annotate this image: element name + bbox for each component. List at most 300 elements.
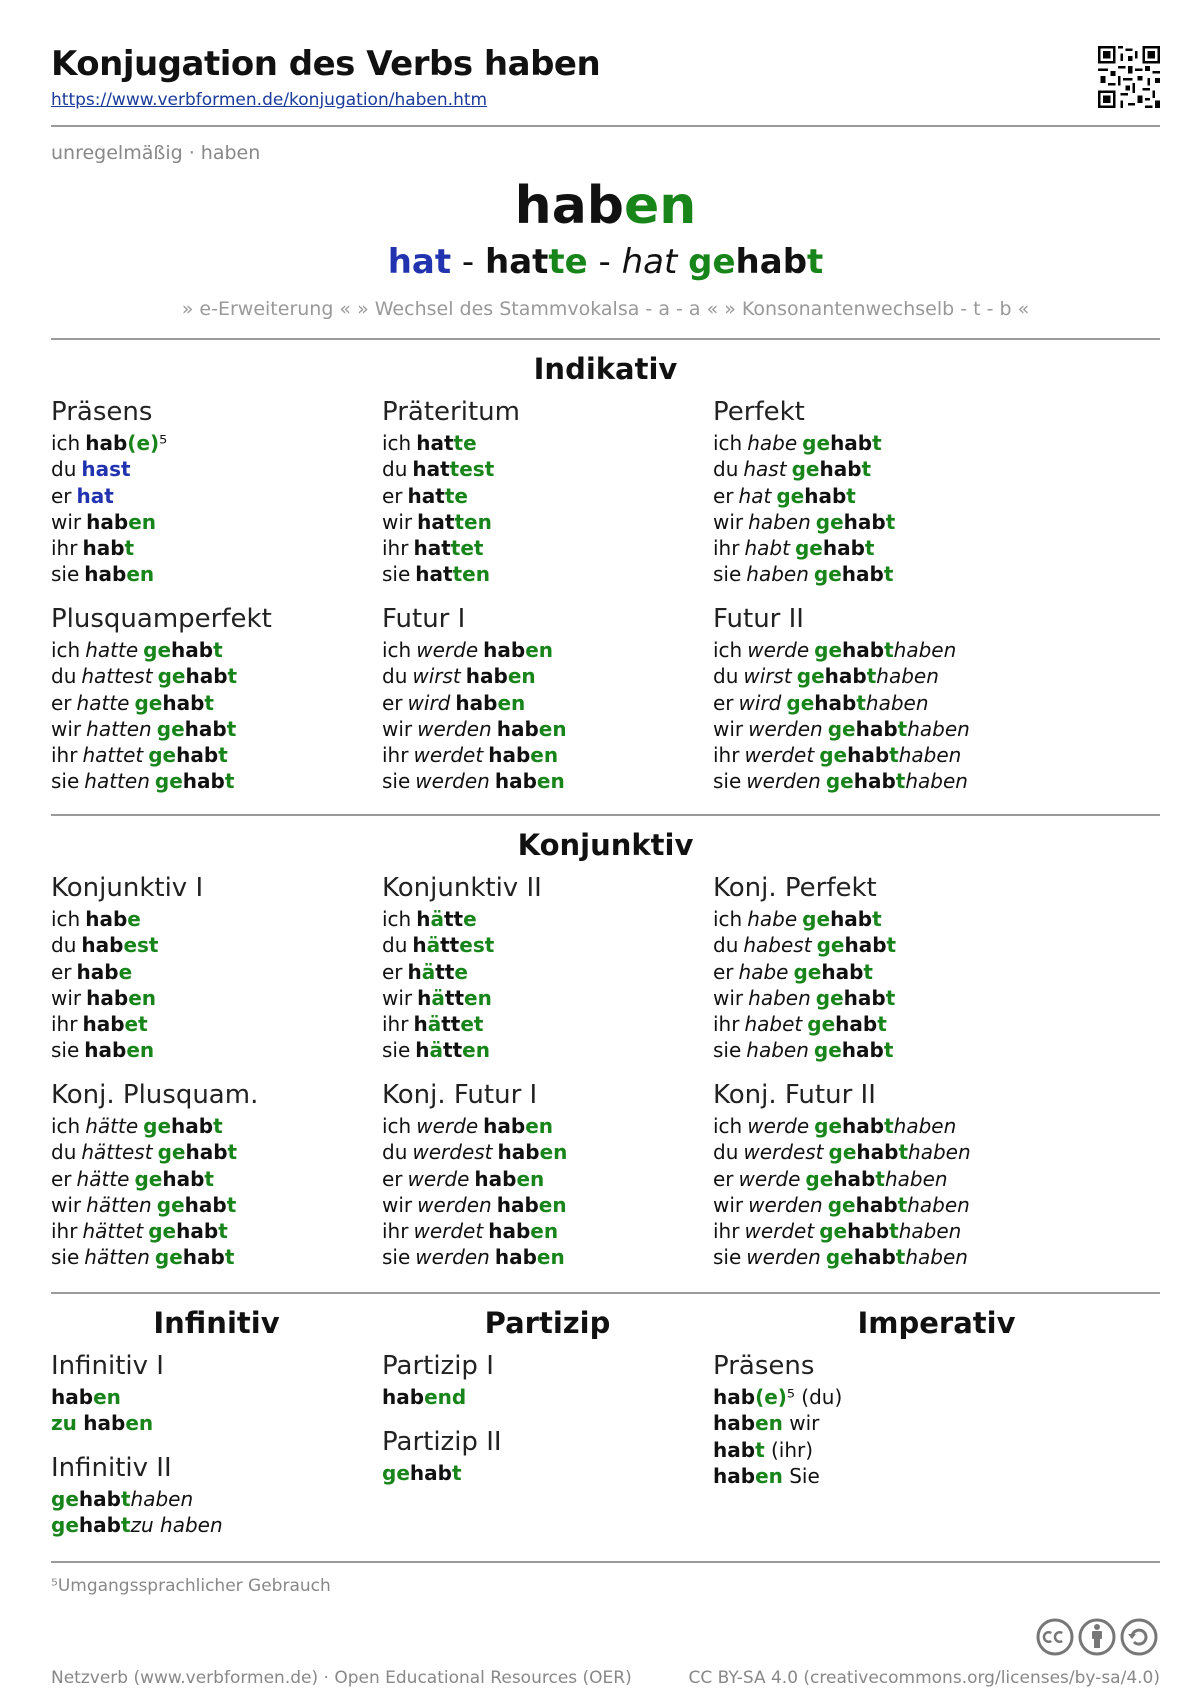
text: Sie [782, 1463, 820, 1488]
conjugation-form [713, 985, 1033, 1011]
auxiliary: werden [746, 769, 821, 794]
ending: ä [426, 933, 441, 958]
ending: t [224, 1245, 235, 1270]
conjugation-form [382, 742, 702, 768]
conjugation-form [382, 985, 702, 1011]
tense-block [713, 1079, 1033, 1271]
pronoun: ihr [713, 743, 740, 768]
pronoun: er [382, 1166, 403, 1191]
tense-title: Perfekt [713, 397, 805, 427]
stem: hab [176, 1219, 219, 1244]
pronoun: er [713, 690, 734, 715]
verb-meta: unregelmäßig · haben [51, 142, 261, 164]
conjugation-form [713, 1192, 1033, 1218]
stem: hab [853, 1245, 896, 1270]
ending: en [128, 509, 157, 534]
ending: en [507, 664, 536, 689]
pronoun: ich [713, 431, 743, 455]
auxiliary: haben [130, 1487, 194, 1511]
tense-block [51, 1350, 371, 1437]
auxiliary: haben [907, 716, 970, 741]
tense-title: Partizip II [382, 1427, 502, 1457]
ending: t [895, 1245, 906, 1270]
conjugation-form [713, 1410, 1033, 1436]
auxiliary: werdest [743, 1140, 824, 1165]
ending: ge [825, 769, 854, 794]
pronoun: er [51, 1166, 72, 1191]
text: ⁵ (du) [786, 1385, 843, 1409]
form-list [713, 1384, 1033, 1489]
auxiliary: haben [905, 769, 968, 794]
divider [51, 338, 1160, 340]
pronoun: wir [51, 1192, 82, 1217]
stem: hab [78, 1513, 121, 1538]
ending: ge [814, 1114, 843, 1138]
stem: hab [162, 1166, 205, 1191]
stem: hab [842, 638, 885, 662]
stem: h [412, 933, 427, 958]
conjugation-form [51, 663, 371, 689]
ending: t [224, 769, 235, 794]
ending: ge [793, 959, 822, 984]
pronoun: sie [51, 769, 80, 794]
form-list [51, 1384, 371, 1437]
stem: hab [488, 1219, 531, 1244]
form-list [382, 906, 702, 1064]
auxiliary: haben [893, 1114, 957, 1138]
pronoun: ich [382, 431, 412, 455]
ending: ge [814, 638, 843, 662]
divider [51, 125, 1160, 127]
conjugation-form [51, 483, 371, 509]
ending: ge [157, 664, 186, 689]
conjugation-form [382, 535, 702, 561]
ending: ä [431, 985, 445, 1010]
stem: hab [830, 907, 873, 931]
ending: ten [452, 562, 490, 587]
pronoun: er [51, 690, 72, 715]
ending: t [863, 959, 873, 984]
ending: en [536, 1245, 565, 1270]
form-list [382, 1384, 702, 1410]
auxiliary: haben [876, 664, 939, 689]
ending: en [126, 1038, 155, 1063]
stem: h [413, 1012, 428, 1037]
ending: en [93, 1385, 121, 1409]
ending: t [866, 664, 877, 689]
conjugation-form [713, 430, 1033, 456]
auxiliary: haben [908, 1140, 971, 1165]
conjugation-form [51, 637, 371, 663]
conjugation-form [382, 483, 702, 509]
conjugation-form [713, 1139, 1033, 1165]
conjugation-form [51, 509, 371, 535]
stem: hab [182, 1245, 225, 1270]
auxiliary: habe [738, 959, 789, 984]
pronoun: ich [51, 431, 81, 455]
ending: en [128, 985, 157, 1010]
pronoun: wir [713, 509, 744, 534]
ending: ge [143, 1114, 172, 1138]
ending: t [883, 1038, 894, 1063]
auxiliary: habe [747, 907, 798, 931]
pronoun: sie [382, 1245, 411, 1270]
auxiliary: hattet [82, 743, 144, 768]
auxiliary: werde [416, 1114, 479, 1138]
stem: hab [496, 1192, 539, 1217]
ending: en [525, 1114, 553, 1138]
auxiliary: hättest [81, 1140, 153, 1165]
ending: en [126, 562, 155, 587]
pronoun: wir [382, 1192, 413, 1217]
ending: ge [134, 1166, 163, 1191]
conjugation-form [713, 906, 1033, 932]
ending: ge [382, 1461, 410, 1485]
pronoun: ihr [382, 1012, 409, 1037]
ending: en [539, 1140, 568, 1165]
stem: h [416, 907, 431, 931]
auxiliary: werdet [413, 1219, 484, 1244]
form-list [713, 1113, 1033, 1271]
ending: ge [786, 690, 815, 715]
conjugation-form [713, 535, 1033, 561]
tense-block [713, 396, 1033, 588]
ending: ge [156, 1192, 185, 1217]
principal-part-segment: ge [688, 242, 736, 282]
source-link[interactable]: https://www.verbformen.de/konjugation/haben.htm [51, 90, 488, 110]
ending: t [213, 1114, 223, 1138]
pronoun: ich [382, 638, 412, 662]
ending: test [449, 457, 495, 482]
pronoun: du [51, 1140, 77, 1165]
pronoun: ihr [382, 536, 409, 561]
pronoun: du [382, 457, 408, 482]
stem: hab [184, 716, 227, 741]
auxiliary: habest [743, 933, 812, 958]
divider [51, 1561, 1160, 1563]
ending: e [463, 907, 477, 931]
divider [51, 1292, 1160, 1294]
ending: t [218, 1219, 228, 1244]
ending: et [124, 1012, 148, 1037]
stem: hat [407, 483, 445, 508]
conjugation-form [382, 1192, 702, 1218]
auxiliary: haben [905, 1245, 968, 1270]
stem: tt [440, 933, 460, 958]
ending: ä [421, 959, 436, 984]
pronoun: sie [382, 769, 411, 794]
pronoun: sie [713, 562, 742, 587]
ending: t [875, 1166, 885, 1191]
stem: hab [81, 933, 124, 958]
stem: hab [830, 431, 873, 455]
conjugation-form [713, 663, 1033, 689]
auxiliary: werdet [744, 743, 815, 768]
ending: t [204, 1166, 214, 1191]
ending: est [123, 933, 159, 958]
stem: hab [853, 769, 896, 794]
principal-part-segment: t [807, 242, 824, 282]
stem: hab [51, 1385, 94, 1409]
stem: hab [821, 959, 864, 984]
pronoun: sie [713, 1245, 742, 1270]
stem: tt [444, 985, 465, 1010]
ending: te [453, 431, 477, 455]
pronoun: er [382, 959, 403, 984]
pronoun: wir [713, 1192, 744, 1217]
auxiliary: werde [416, 638, 479, 662]
ending: ge [134, 690, 163, 715]
conjugation-form [382, 1384, 702, 1410]
headword-stem: hab [514, 176, 625, 236]
form-list [713, 637, 1033, 795]
ending: en [530, 1219, 559, 1244]
form-list [382, 637, 702, 795]
stem: hab [835, 1012, 878, 1037]
principal-part-segment: hat [485, 242, 549, 282]
stem: hab [184, 1192, 227, 1217]
tense-title: Präsens [713, 1351, 815, 1381]
ending: ge [802, 907, 831, 931]
ending: ge [802, 431, 831, 455]
pronoun: sie [382, 562, 411, 587]
auxiliary: werdet [413, 743, 484, 768]
auxiliary: haben [898, 1219, 962, 1244]
tense-title: Konjunktiv II [382, 873, 542, 903]
stem: hab [804, 483, 847, 508]
stem: h [417, 985, 432, 1010]
ending: t [120, 1513, 131, 1538]
conjugation-form [51, 959, 371, 985]
ending: t [227, 664, 238, 689]
conjugation-form [713, 1011, 1033, 1037]
ending: t [898, 1140, 909, 1165]
stem: hab [844, 933, 887, 958]
stem: hab [494, 769, 537, 794]
auxiliary: hattest [81, 664, 153, 689]
ending: t [124, 536, 135, 561]
conjugation-form [713, 1113, 1033, 1139]
pronoun: er [382, 690, 403, 715]
ending: t [895, 769, 906, 794]
ending: t [451, 1461, 462, 1485]
conjugation-form [713, 690, 1033, 716]
form-list [51, 430, 371, 588]
conjugation-form [713, 959, 1033, 985]
stem: hab [496, 716, 539, 741]
principal-part-segment [677, 242, 688, 282]
pronoun: ich [51, 907, 81, 931]
ending: t [889, 743, 899, 768]
irregular-part: t [121, 457, 131, 482]
pronoun: er [51, 483, 72, 508]
form-list [51, 906, 371, 1064]
pronoun: sie [51, 562, 80, 587]
ending: t [884, 1114, 894, 1138]
conjugation-form [713, 1463, 1033, 1489]
stem: hab [819, 457, 862, 482]
auxiliary: hätten [86, 1192, 152, 1217]
cc-license-icon [1035, 1617, 1160, 1657]
text: (ihr) [764, 1437, 814, 1462]
conjugation-form [51, 1384, 371, 1410]
ending: e [118, 959, 133, 984]
stem: hat [412, 457, 450, 482]
conjugation-page [51, 0, 1160, 1698]
grammar-notes: » e-Erweiterung « » Wechsel des Stammvokalsa - a - a « » Konsonantenwechselb - t - b « [181, 298, 1030, 320]
auxiliary: werden [415, 1245, 490, 1270]
stem: hab [824, 664, 867, 689]
auxiliary: hatte [85, 638, 139, 662]
ending: ge [148, 1219, 177, 1244]
conjugation-form [713, 456, 1033, 482]
ending: ge [819, 1219, 848, 1244]
ending: ge [794, 536, 823, 561]
auxiliary: habt [744, 536, 790, 561]
ending: t [883, 562, 894, 587]
ending: ge [825, 1245, 854, 1270]
ending: ge [51, 1487, 79, 1511]
conjugation-form [713, 1384, 1033, 1410]
stem: hab [855, 1192, 898, 1217]
tense-block [382, 1426, 702, 1486]
ending: ge [805, 1166, 834, 1191]
auxiliary: werden [748, 716, 823, 741]
auxiliary: wirst [743, 664, 792, 689]
pronoun: ich [51, 638, 81, 662]
ending: est [459, 933, 495, 958]
ending: ge [828, 1140, 857, 1165]
pronoun: ihr [51, 743, 78, 768]
pronoun: wir [51, 509, 82, 534]
stem: hab [171, 638, 214, 662]
principal-part-segment: ha [387, 242, 435, 282]
ending: ge [807, 1012, 836, 1037]
pronoun: ihr [713, 1219, 740, 1244]
auxiliary: wird [407, 690, 451, 715]
section-title-partizip: Partizip [484, 1306, 611, 1340]
ending: ge [827, 716, 856, 741]
pronoun: du [713, 457, 739, 482]
pronoun: ihr [51, 536, 78, 561]
section-title-indikativ: Indikativ [533, 352, 678, 386]
auxiliary: werden [415, 769, 490, 794]
stem: hab [855, 716, 898, 741]
ending: t [872, 907, 882, 931]
pronoun: er [51, 959, 72, 984]
ending: en [755, 1411, 783, 1436]
ending: t [846, 483, 856, 508]
pronoun: ihr [51, 1219, 78, 1244]
stem: hab [82, 1012, 125, 1037]
ending: ge [815, 985, 844, 1010]
auxiliary: hatten [86, 716, 152, 741]
principal-part-segment: hat [621, 242, 678, 282]
conjugation-form [713, 742, 1033, 768]
conjugation-form [713, 716, 1033, 742]
ending: t [856, 690, 866, 715]
tense-title: Infinitiv I [51, 1351, 164, 1381]
pronoun: ich [382, 1114, 412, 1138]
ending: ge [813, 562, 842, 587]
ending: t [877, 1012, 887, 1037]
stem: hab [483, 638, 526, 662]
ending: ge [156, 716, 185, 741]
conjugation-form [51, 1166, 371, 1192]
auxiliary: hatten [84, 769, 150, 794]
conjugation-form [51, 1512, 371, 1538]
conjugation-form [713, 1166, 1033, 1192]
tense-block [713, 872, 1033, 1064]
ending: en [538, 716, 567, 741]
auxiliary: werde [407, 1166, 470, 1191]
ending: ä [427, 1012, 442, 1037]
pronoun: du [713, 664, 739, 689]
auxiliary: wirst [412, 664, 461, 689]
ending: t [886, 933, 897, 958]
tense-block [382, 603, 702, 795]
stem: hab [713, 1437, 756, 1462]
ending: ge [819, 743, 848, 768]
stem: hat [417, 509, 455, 534]
tense-title: Futur II [713, 604, 804, 634]
tense-title: Präteritum [382, 397, 520, 427]
pronoun: wir [382, 985, 413, 1010]
ending: t [897, 1192, 908, 1217]
auxiliary: haben [893, 638, 957, 662]
page-title: Konjugation des Verbs haben [51, 44, 601, 84]
ending: en [125, 1411, 154, 1436]
ending: en [525, 638, 553, 662]
stem: h [407, 959, 422, 984]
pronoun: ich [713, 638, 743, 662]
auxiliary: haben [748, 509, 811, 534]
pronoun: du [713, 1140, 739, 1165]
ending: en [755, 1463, 783, 1488]
ending: ge [154, 1245, 183, 1270]
auxiliary: haben [907, 1192, 970, 1217]
auxiliary: werde [747, 638, 810, 662]
conjugation-form [713, 1218, 1033, 1244]
stem: hab [494, 1245, 537, 1270]
conjugation-form [382, 1218, 702, 1244]
tense-block [382, 396, 702, 588]
conjugation-form [51, 906, 371, 932]
auxiliary: hätte [76, 1166, 130, 1191]
ending: t [864, 536, 875, 561]
pronoun: wir [382, 716, 413, 741]
stem: hab [86, 985, 129, 1010]
tense-block [382, 1079, 702, 1271]
stem: hab [162, 690, 205, 715]
tense-block [382, 872, 702, 1064]
tense-block [51, 396, 371, 588]
conjugation-form [382, 1113, 702, 1139]
conjugation-form [51, 742, 371, 768]
ending: t [884, 638, 894, 662]
pronoun: du [51, 933, 77, 958]
ending: zu [51, 1411, 77, 1436]
conjugation-form [382, 932, 702, 958]
footnote: ⁵Umgangssprachlicher Gebrauch [51, 1576, 331, 1596]
pronoun: sie [713, 769, 742, 794]
ending: e [454, 959, 468, 984]
tense-title: Infinitiv II [51, 1453, 172, 1483]
stem: hab [497, 1140, 540, 1165]
conjugation-form [51, 768, 371, 794]
tense-block [713, 603, 1033, 795]
stem: hab [488, 743, 531, 768]
